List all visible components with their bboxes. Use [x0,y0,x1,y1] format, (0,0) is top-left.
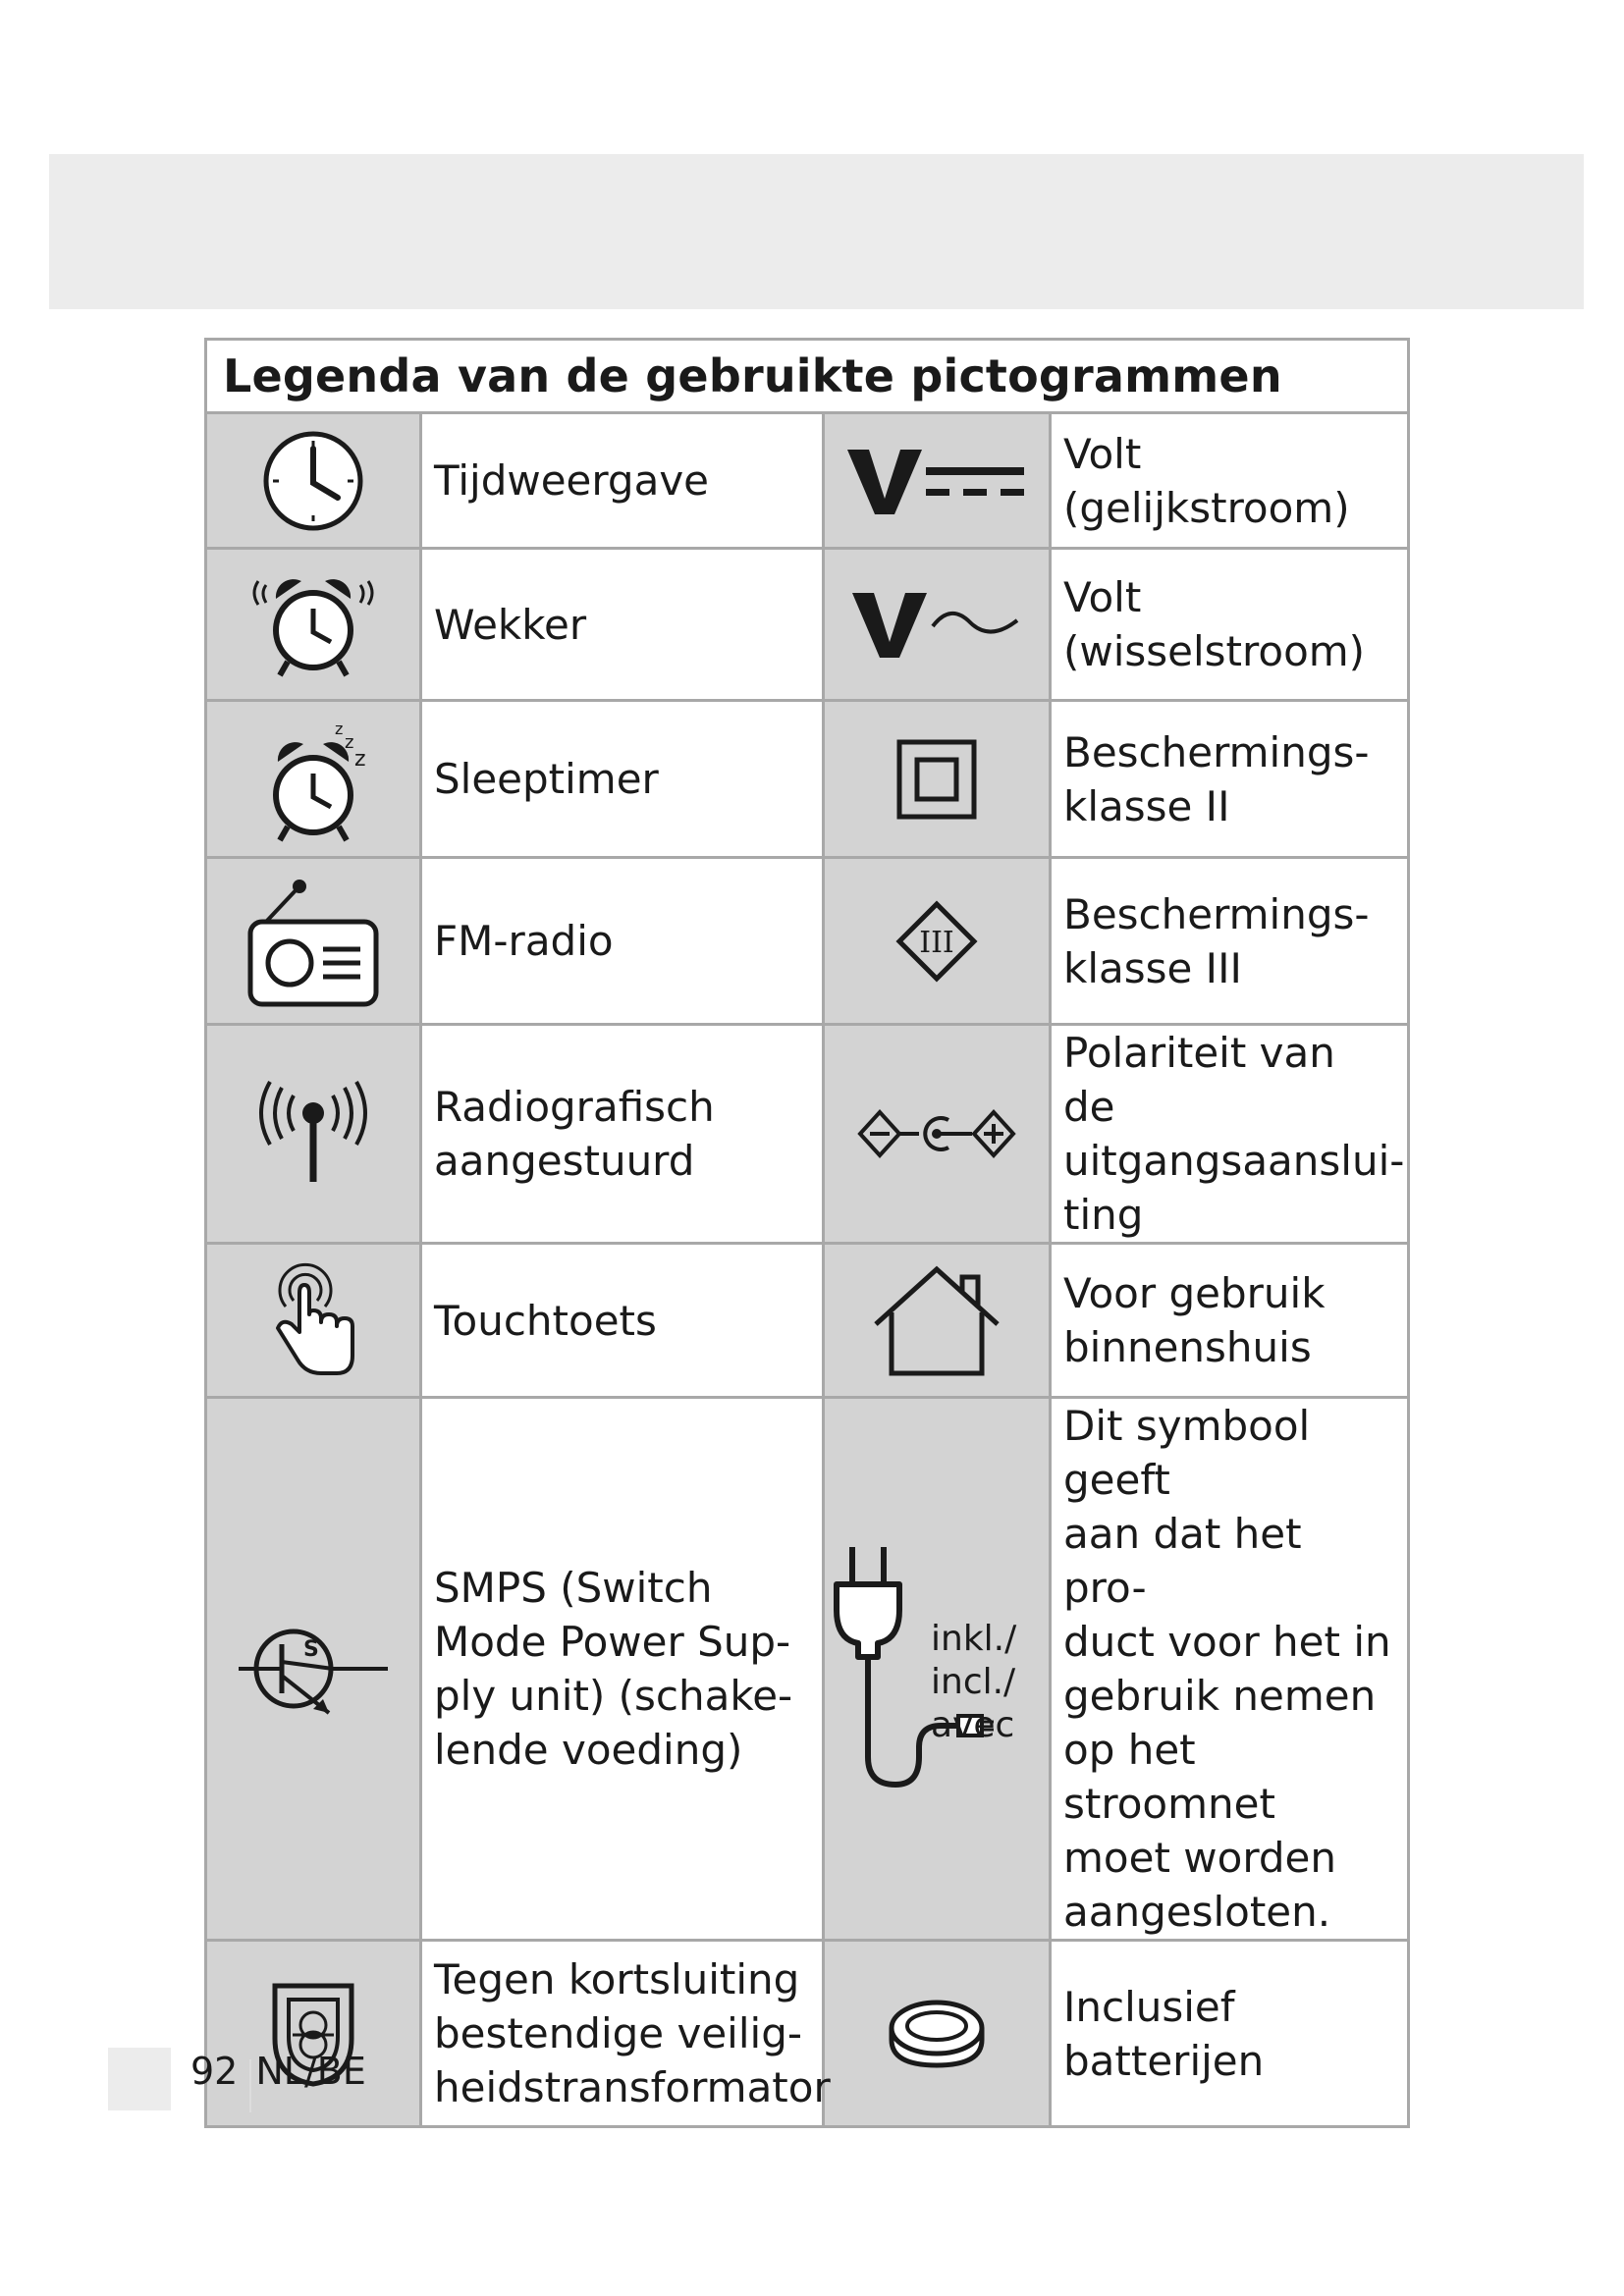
footer-marker [108,2048,171,2110]
clock-label: Tijdweergave [421,413,824,549]
pictogram-legend-table [204,338,1410,2128]
fm-radio-icon [206,858,421,1025]
svg-text:z: z [345,731,354,753]
safety-transformer-label: Tegen kortsluiting bestendige veilig- heidstransformator [421,1941,824,2127]
button-cell-battery-icon [824,1941,1051,2127]
table-row [206,701,1409,858]
table-row [206,413,1409,549]
battery-label: Inclusief batterijen [1051,1941,1409,2127]
volt-ac-icon [824,549,1051,701]
smps-label: SMPS (Switch Mode Power Sup- ply unit) (schake- lende voeding) [421,1398,824,1941]
house-icon [824,1244,1051,1398]
protection-class-iii-symbol: III [919,925,954,960]
protection-class-iii-icon [824,858,1051,1025]
alarm-label: Wekker [421,549,824,701]
table-row [206,858,1409,1025]
house-label: Voor gebruik binnenshuis [1051,1244,1409,1398]
locale-label: NL/BE [255,2050,366,2093]
table-row [206,1398,1409,1941]
alarm-clock-icon [206,549,421,701]
legend-title: Legenda van de gebruikte pictogrammen [206,340,1409,413]
table-row [206,1025,1409,1244]
volt-ac-label: Volt (wisselstroom) [1051,549,1409,701]
smps-icon [206,1398,421,1941]
power-plug-label: Dit symbool geeft aan dat het pro- duct voor het in gebruik nemen op het stroomnet moet worden aangesloten. [1051,1398,1409,1941]
table-row [206,1941,1409,2127]
header-band [49,154,1584,309]
smps-symbol: S [303,1637,319,1662]
clock-icon [206,413,421,549]
radio-controlled-icon [206,1025,421,1244]
protection-class-iii-label: Beschermings- klasse III [1051,858,1409,1025]
sleep-timer-icon [206,701,421,858]
radio-controlled-label: Radiografisch aangestuurd [421,1025,824,1244]
page-number: 92 [190,2050,239,2093]
table-row [206,549,1409,701]
polarity-label: Polariteit van de uitgangsaanslui- ting [1051,1025,1409,1244]
sleep-timer-label: Sleeptimer [421,701,824,858]
fm-radio-label: FM-radio [421,858,824,1025]
power-plug-cell [824,1398,1051,1941]
svg-text:z: z [335,719,344,738]
volt-dc-icon [824,413,1051,549]
polarity-icon [824,1025,1051,1244]
protection-class-ii-icon [824,701,1051,858]
page-footer [190,2050,384,2093]
touch-button-label: Touchtoets [421,1244,824,1398]
touch-button-icon [206,1244,421,1398]
safety-transformer-icon [206,1941,421,2127]
volt-dc-label: Volt (gelijkstroom) [1051,413,1409,549]
table-row [206,1244,1409,1398]
power-plug-icon-label: inkl./ incl./ avec [931,1619,1017,1745]
protection-class-ii-label: Beschermings- klasse II [1051,701,1409,858]
svg-text:z: z [354,746,366,772]
